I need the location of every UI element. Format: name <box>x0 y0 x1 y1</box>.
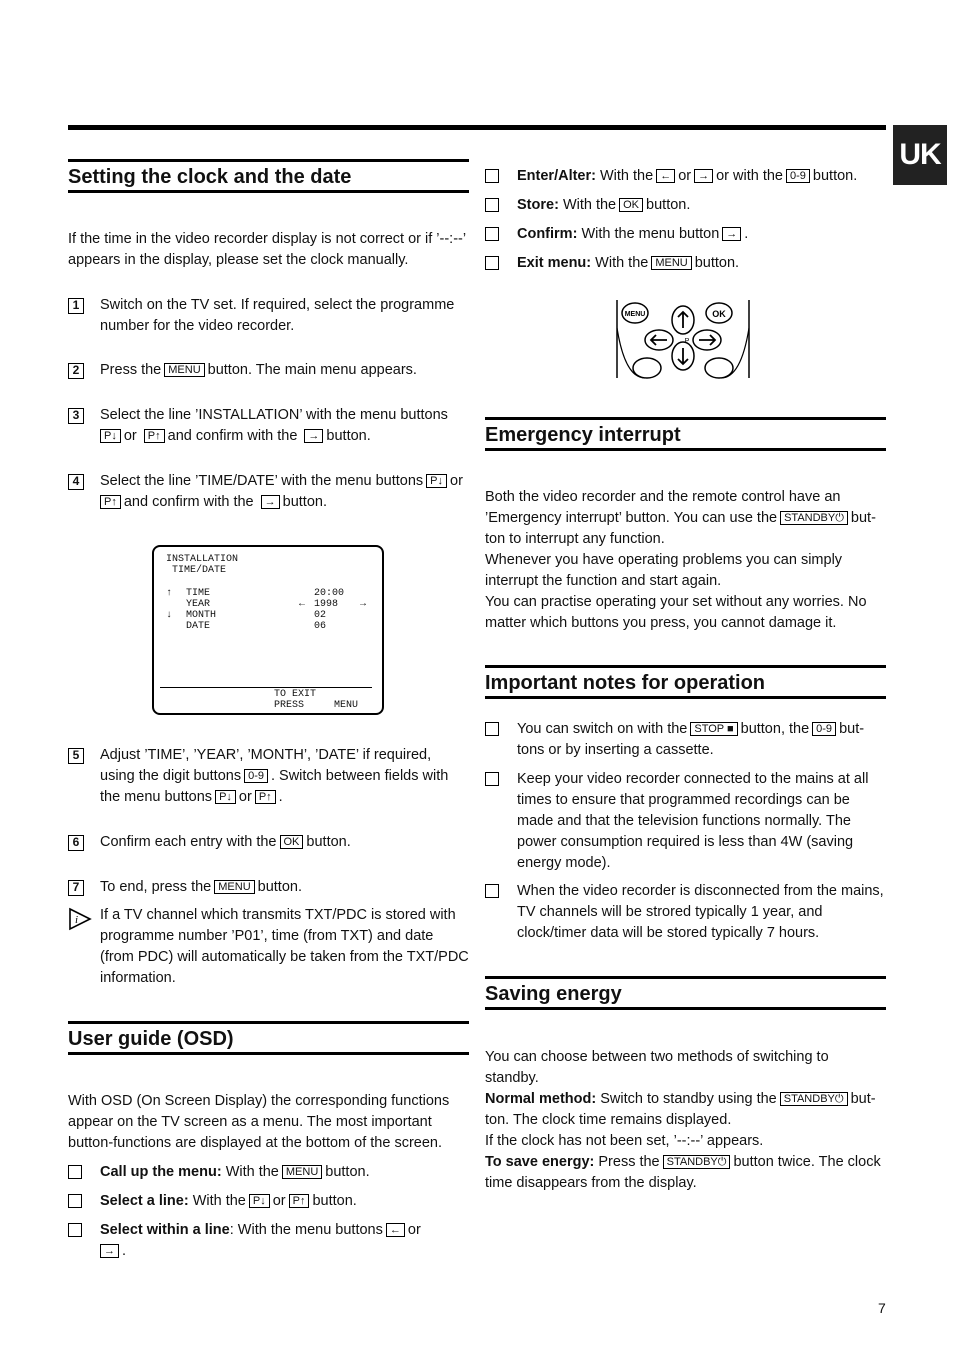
p-down-key: P↓ <box>426 474 447 488</box>
osd-screen-illustration <box>152 545 384 715</box>
osd-down-arrow: ↓ <box>166 610 173 621</box>
standby-key: STANDBY⏻ <box>663 1155 731 1169</box>
p-down-key: P↓ <box>100 429 121 443</box>
p-up-key: P↑ <box>144 429 165 443</box>
step-number: 1 <box>68 298 84 314</box>
note-text: If a TV channel which transmits TXT/PDC is stored with programme number ’P01’, time (from TXT) and date (from PDC) will automatically be taken from the TXT/PDC information. <box>100 907 469 986</box>
osd-value: 06 <box>314 621 327 632</box>
remote-ok-label: OK <box>712 309 726 319</box>
osd-guide-title: User guide (OSD) <box>68 1028 234 1050</box>
notes-item-1: You can switch on with the STOP ■ button, the 0-9 but- tons or by inserting a cassette. <box>485 719 886 761</box>
checkbox-bullet <box>68 1223 82 1237</box>
step-number: 4 <box>68 474 84 490</box>
digits-key: 0-9 <box>812 722 836 736</box>
p-down-key: P↓ <box>215 790 236 804</box>
stop-key: STOP ■ <box>690 722 737 736</box>
checkbox-bullet <box>485 227 499 241</box>
osd-up-arrow: ↑ <box>166 588 173 599</box>
osd-section-header <box>68 1021 469 1055</box>
osd-title: INSTALLATION <box>166 554 239 565</box>
p-down-key: P↓ <box>249 1194 270 1208</box>
clock-step-4 <box>68 471 469 513</box>
page-number: 7 <box>878 1300 886 1316</box>
right-arrow-key: → <box>100 1244 119 1258</box>
right-arrow-key: → <box>304 429 323 443</box>
osd-value: 1998 <box>314 599 339 610</box>
emergency-p3: You can practise operating your set without any worries. No matter which buttons you press, you cannot damage it. <box>485 594 867 631</box>
menu-key: MENU <box>214 880 254 894</box>
step-number: 2 <box>68 363 84 379</box>
osd-label: MONTH <box>186 610 217 621</box>
emergency-title: Emergency interrupt <box>485 424 681 446</box>
osd-value: 20:00 <box>314 588 345 599</box>
clock-intro-text: If the time in the video recorder display is not correct or if ’--:--’ appears in the display, please set the clock manually. <box>68 231 466 268</box>
remote-p-label: P <box>684 338 690 345</box>
emergency-p1: Both the video recorder and the remote control have an ’Emergency interrupt’ button. You can use the STANDBY⏻ but- ton to interrupt any function. <box>485 489 876 547</box>
standby-key: STANDBY⏻ <box>780 1092 848 1106</box>
menu-key: MENU <box>282 1165 322 1179</box>
step-text: Switch on the TV set. If required, select the programme number for the video recorder. <box>100 297 455 334</box>
svg-text:i: i <box>75 914 79 926</box>
emergency-body <box>485 487 886 634</box>
info-note-icon <box>68 907 92 931</box>
step-number: 6 <box>68 835 84 851</box>
osd-guide-intro-text: With OSD (On Screen Display) the corresponding functions appear on the TV screen as a menu. The most important button-functions are displayed at the bottom of the screen. <box>68 1093 450 1151</box>
saving-normal: Normal method: Switch to standby using the STANDBY⏻ but- ton. The clock time remains displayed. <box>485 1091 876 1128</box>
osd-label: TIME <box>186 588 211 599</box>
checkbox-bullet <box>485 884 499 898</box>
remote-menu-label: MENU <box>624 311 646 318</box>
osd-item-select-within: Select within a line: With the menu buttons ← or → . <box>68 1220 469 1262</box>
p-up-key: P↑ <box>289 1194 310 1208</box>
saving-p3: If the clock has not been set, ’--:--’ appears. <box>485 1133 764 1149</box>
saving-p1: You can choose between two methods of switching to standby. <box>485 1049 829 1086</box>
clock-intro <box>68 229 469 271</box>
osd-item-enter-alter: Enter/Alter: With the ← or → or with the 0-9 button. <box>485 166 886 187</box>
step-text: To end, press the MENU button. <box>100 879 302 895</box>
notes-section-header <box>485 665 886 699</box>
checkbox-bullet <box>485 772 499 786</box>
right-arrow-key: → <box>694 169 713 183</box>
notes-item-3-text: When the video recorder is disconnected from the mains, TV channels will be strored typically 1 year, and clock/timer data will be stored typically 7 hours. <box>517 883 884 941</box>
right-arrow-key: → <box>722 227 741 241</box>
standby-key: STANDBY⏻ <box>780 511 848 525</box>
step-text: Select the line ’INSTALLATION’ with the menu buttons P↓ or P↑ and confirm with the → button. <box>100 407 448 444</box>
step-text: Confirm each entry with the OK button. <box>100 834 351 850</box>
emergency-section-header <box>485 417 886 451</box>
checkbox-bullet <box>485 722 499 736</box>
osd-subtitle: TIME/DATE <box>172 565 227 576</box>
digits-key: 0-9 <box>244 769 268 783</box>
notes-item-2-text: Keep your video recorder connected to the mains at all times to ensure that programmed recordings can be made and that the television functions normally. The power consumption required is less than 4W (saving energy mode). <box>517 771 869 871</box>
step-number: 5 <box>68 748 84 764</box>
step-number: 7 <box>68 880 84 896</box>
menu-key: MENU <box>164 363 204 377</box>
clock-note <box>68 905 469 989</box>
checkbox-bullet <box>68 1165 82 1179</box>
checkbox-bullet <box>485 198 499 212</box>
clock-step-2 <box>68 360 469 381</box>
osd-divider <box>160 687 372 688</box>
saving-section-header <box>485 976 886 1010</box>
clock-step-7 <box>68 877 469 898</box>
left-arrow-key: ← <box>656 169 675 183</box>
checkbox-bullet <box>68 1194 82 1208</box>
osd-footer: TO EXIT <box>274 689 317 700</box>
saving-save: To save energy: Press the STANDBY⏻ button twice. The clock time disappears from the display. <box>485 1154 881 1191</box>
notes-item-3 <box>485 881 886 944</box>
osd-label: YEAR <box>186 599 211 610</box>
clock-step-1 <box>68 295 469 337</box>
osd-item-exit-menu: Exit menu: With the MENU button. <box>485 253 886 274</box>
osd-label: DATE <box>186 621 211 632</box>
step-text: Press the MENU button. The main menu appears. <box>100 362 417 378</box>
osd-item-store: Store: With the OK button. <box>485 195 886 216</box>
osd-guide-intro <box>68 1091 469 1154</box>
step-number: 3 <box>68 408 84 424</box>
step-text: Select the line ’TIME/DATE’ with the menu buttons P↓ or P↑ and confirm with the → button. <box>100 473 463 510</box>
right-arrow-key: → <box>261 495 280 509</box>
emergency-p2: Whenever you have operating problems you can simply interrupt the function and start again. <box>485 552 843 589</box>
clock-step-5 <box>68 745 469 808</box>
left-arrow-key: ← <box>386 1223 405 1237</box>
osd-item-select-line: Select a line: With the P↓ or P↑ button. <box>68 1191 469 1212</box>
saving-title: Saving energy <box>485 983 622 1005</box>
clock-section-header <box>68 159 469 193</box>
ok-key: OK <box>280 835 304 849</box>
p-up-key: P↑ <box>100 495 121 509</box>
clock-step-6 <box>68 832 469 853</box>
osd-footer: PRESS <box>274 700 305 711</box>
osd-left-arrow: ← <box>299 599 306 610</box>
osd-item-call-menu: Call up the menu: With the MENU button. <box>68 1162 469 1183</box>
saving-body <box>485 1047 886 1194</box>
p-up-key: P↑ <box>255 790 276 804</box>
top-rule <box>68 125 886 130</box>
osd-right-arrow: → <box>360 599 367 610</box>
language-tab: UK <box>893 125 947 185</box>
clock-title: Setting the clock and the date <box>68 166 352 188</box>
osd-footer: MENU <box>334 700 359 711</box>
osd-value: 02 <box>314 610 327 621</box>
step-text: Adjust ’TIME’, ’YEAR’, ’MONTH’, ’DATE’ if required, using the digit buttons 0-9 . Switch between fields with the menu buttons P↓ or P↑ . <box>100 747 449 805</box>
notes-title: Important notes for operation <box>485 672 765 694</box>
menu-key: MENU <box>651 256 691 270</box>
checkbox-bullet <box>485 256 499 270</box>
checkbox-bullet <box>485 169 499 183</box>
digits-key: 0-9 <box>786 169 810 183</box>
osd-item-confirm: Confirm: With the menu button → . <box>485 224 886 245</box>
ok-key: OK <box>619 198 643 212</box>
notes-item-2 <box>485 769 886 874</box>
remote-control-illustration <box>615 298 751 382</box>
clock-step-3 <box>68 405 469 447</box>
